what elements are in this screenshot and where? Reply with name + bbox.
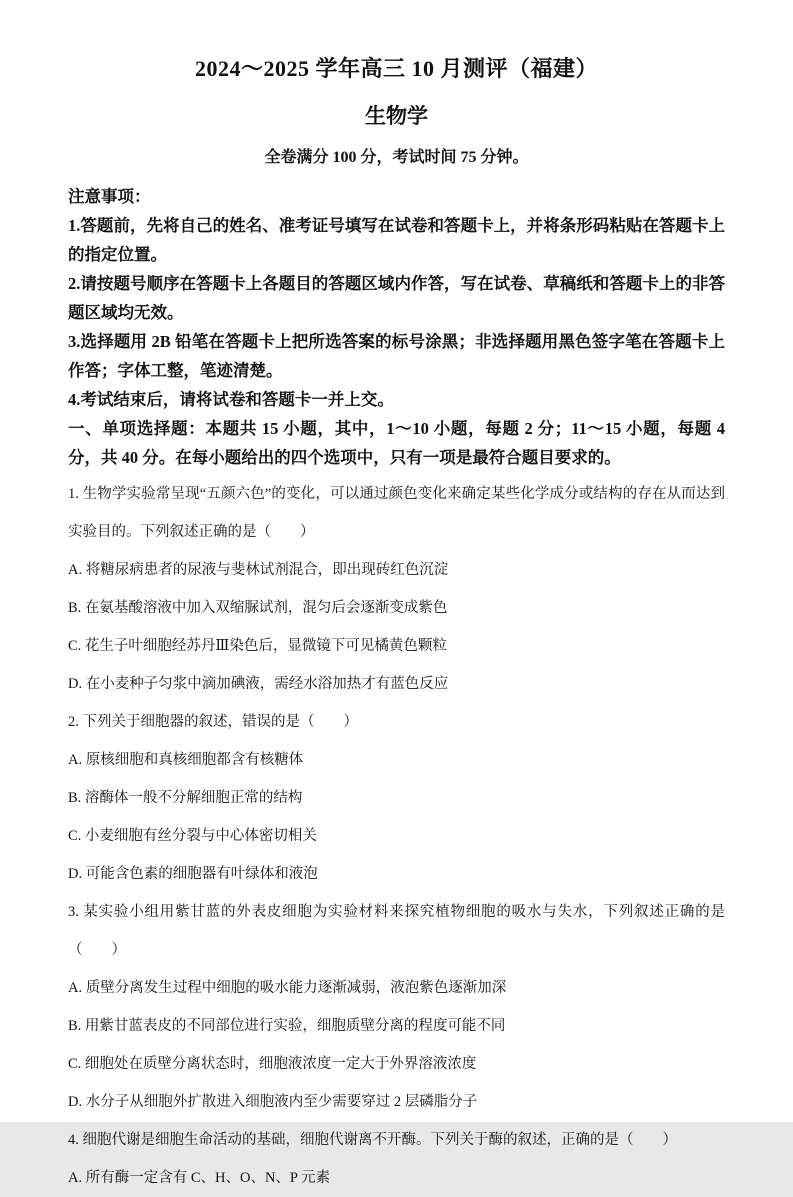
question-3-stem: 3. 某实验小组用紫甘蓝的外表皮细胞为实验材料来探究植物细胞的吸水与失水，下列叙述正确的是（ ）: [68, 904, 725, 958]
question-3: [68, 893, 725, 1121]
notice-item-2: 2.请按题号顺序在答题卡上各题目的答题区域内作答，写在试卷、草稿纸和答题卡上的非答题区域均无效。: [68, 274, 725, 322]
question-1-option-a: A. 将糖尿病患者的尿液与斐林试剂混合，即出现砖红色沉淀: [68, 562, 449, 578]
question-3-option-c: C. 细胞处在质壁分离状态时，细胞液浓度一定大于外界溶液浓度: [68, 1056, 477, 1072]
question-1-option-d: D. 在小麦种子匀浆中滴加碘液，需经水浴加热才有蓝色反应: [68, 676, 449, 692]
question-2-option-c: C. 小麦细胞有丝分裂与中心体密切相关: [68, 828, 317, 844]
section-heading: 一、单项选择题：本题共 15 小题，其中，1～10 小题，每题 2 分；11～15 小题，每题 4 分，共 40 分。在每小题给出的四个选项中，只有一项是最符合题目要求的。: [68, 419, 725, 467]
question-4-stem: 4. 细胞代谢是细胞生命活动的基础，细胞代谢离不开酶。下列关于酶的叙述，正确的是（ ）: [68, 1132, 677, 1148]
notice-item-3: 3.选择题用 2B 铅笔在答题卡上把所选答案的标号涂黑；非选择题用黑色签字笔在答题卡上作答；字体工整，笔迹清楚。: [68, 332, 725, 380]
question-1-stem: 1. 生物学实验常呈现“五颜六色”的变化，可以通过颜色变化来确定某些化学成分或结构的存在从而达到实验目的。下列叙述正确的是（ ）: [68, 486, 725, 540]
question-2-option-d: D. 可能含色素的细胞器有叶绿体和液泡: [68, 866, 318, 882]
question-1: [68, 475, 725, 703]
exam-subject: 生物学: [365, 104, 428, 128]
question-2-option-a: A. 原核细胞和真核细胞都含有核糖体: [68, 752, 304, 768]
notice-item-1: 1.答题前，先将自己的姓名、准考证号填写在试卷和答题卡上，并将条形码粘贴在答题卡上的指定位置。: [68, 216, 725, 264]
exam-title: 2024～2025 学年高三 10 月测评（福建）: [194, 56, 598, 81]
questions-block: [68, 475, 725, 1197]
question-1-option-b: B. 在氨基酸溶液中加入双缩脲试剂，混匀后会逐渐变成紫色: [68, 600, 448, 616]
question-3-option-a: A. 质壁分离发生过程中细胞的吸水能力逐渐减弱，液泡紫色逐渐加深: [68, 980, 507, 996]
notices-heading: 注意事项：: [68, 187, 151, 206]
exam-info: 全卷满分 100 分，考试时间 75 分钟。: [264, 149, 529, 166]
question-3-option-d: D. 水分子从细胞外扩散进入细胞液内至少需要穿过 2 层磷脂分子: [68, 1094, 478, 1110]
question-4-option-a: A. 所有酶一定含有 C、H、O、N、P 元素: [68, 1170, 331, 1186]
question-4: [68, 1121, 725, 1197]
question-2-option-b: B. 溶酶体一般不分解细胞正常的结构: [68, 790, 303, 806]
question-2-stem: 2. 下列关于细胞器的叙述，错误的是（ ）: [68, 714, 358, 730]
question-2: [68, 703, 725, 893]
question-1-option-c: C. 花生子叶细胞经苏丹Ⅲ染色后，显微镜下可见橘黄色颗粒: [68, 638, 447, 654]
notice-item-4: 4.考试结束后，请将试卷和答题卡一并上交。: [68, 390, 394, 409]
question-3-option-b: B. 用紫甘蓝表皮的不同部位进行实验，细胞质壁分离的程度可能不同: [68, 1018, 506, 1034]
notices-block: [68, 182, 725, 472]
